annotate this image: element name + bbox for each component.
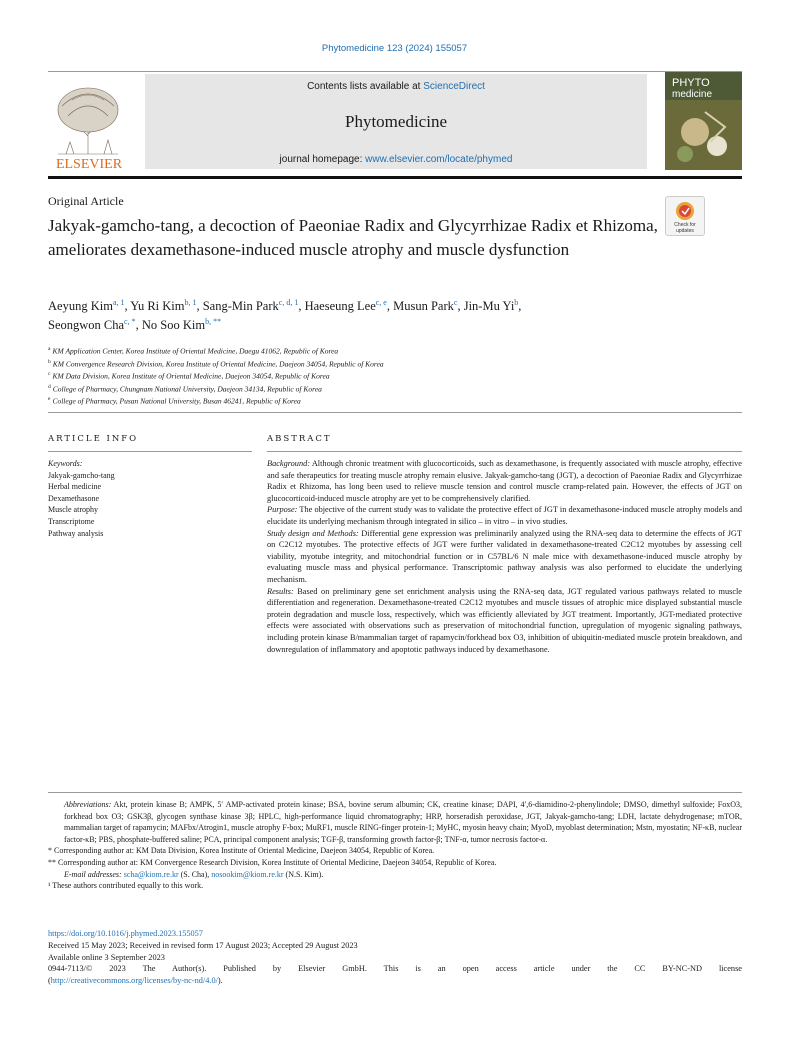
keyword: Pathway analysis — [48, 528, 104, 538]
divider — [48, 412, 742, 413]
keywords-label: Keywords: — [48, 459, 83, 468]
equal-contribution: ¹ These authors contributed equally to this work. — [48, 881, 204, 891]
author[interactable]: Yu Ri Kim$^{b, 1}$ — [130, 297, 197, 313]
journal-cover-image — [665, 72, 742, 170]
doi-link[interactable]: https://doi.org/10.1016/j.phymed.2023.155057 — [48, 929, 203, 938]
article-title: Jakyak-gamcho-tang, a decoction of Paeoniae Radix and Glycyrrhizae Radix et Rhizoma, ameliorates dexamethasone-induced muscle atrophy and muscle dysfunction — [48, 216, 658, 259]
affiliation: $^c$ KM Data Division, Korea Institute of Oriental Medicine, Daejeon 34054, Republic of Korea — [48, 371, 330, 381]
abstract-background: Background: Although chronic treatment with glucocorticoids, such as dexamethasone, is frequently associated with muscle atrophy, effective and safe therapeutics for treating muscle atrophy remain elusive. Jakyak-gamcho-tang (JGT), a decoction of Paeoniae Radix and Glycyrrhizae Radix et Rhizoma, has long been used to relieve muscle tension and control muscle cramp-related pain. However, the effects of JGT on glucocorticoid-induced muscle atrophy are yet to be comprehensively clarified. — [267, 459, 742, 503]
affiliation-list — [48, 344, 384, 407]
article-type: Original Article — [48, 194, 124, 208]
badge-line2: updates — [676, 228, 694, 234]
author[interactable]: Haeseung Lee$^{c, e}$ — [304, 297, 387, 313]
divider — [48, 451, 252, 452]
received-dates: Received 15 May 2023; Received in revised form 17 August 2023; Accepted 29 August 2023 — [48, 940, 358, 950]
keyword: Jakyak-gamcho-tang — [48, 470, 115, 480]
abbreviations: Abbreviations: Akt, protein kinase B; AMPK, 5′ AMP-activated protein kinase; BSA, bovine serum albumin; CK, creatine kinase; DAPI, 4′,6-diamidino-2-phenylindole; DMSO, dimethyl sulfoxide; FoxO3, forkhead box O3; GSK3β, glycogen synthase kinase 3β; HPLC, high-performance liquid chromatography; HRP, horseradish peroxidase, JGT, Jakyak-gamcho-tang; LDH, lactate dehydrogenase; mTOR, mammalian target of rapamycin; MAFbx/Atrogin1, muscle atrophy F-box; MuRF1, muscle RING-finger protein-1; MyHC, myosin heavy chain; MyoD, myoblast determination; Mstn, myostatin; NF-κB, nuclear factor-κB; PBS, phosphate-buffered saline; PCA, principal component analysis; TGF-β, transforming growth factor-β; TNF-α, tumor necrosis factor-α. — [64, 800, 742, 844]
journal-homepage: journal homepage: www.elsevier.com/locate/phymed — [279, 154, 513, 165]
footnotes — [48, 799, 742, 892]
abstract-purpose: Purpose: The objective of the current study was to validate the protective effect of JGT in dexamethasone-induced muscle atrophy models and elucidate its underlying mechanism through integrated in silico – in vitro – in vivo studies. — [267, 505, 742, 526]
check-updates-icon — [666, 197, 704, 235]
license-link[interactable]: http://creativecommons.org/licenses/by-nc-nd/4.0/ — [50, 976, 218, 986]
author[interactable]: Sang-Min Park$^{c, d, 1}$ — [202, 297, 299, 313]
affiliation: $^e$ College of Pharmacy, Pusan National University, Busan 46241, Republic of Korea — [48, 396, 301, 406]
elsevier-wordmark: ELSEVIER — [55, 157, 123, 172]
sciencedirect-link[interactable]: ScienceDirect — [423, 81, 485, 92]
elsevier-logo — [48, 76, 130, 172]
keyword: Herbal medicine — [48, 482, 102, 492]
author[interactable]: Musun Park$^c$ — [393, 297, 458, 313]
keyword: Transcriptome — [48, 516, 95, 526]
divider — [267, 451, 742, 452]
footnote-divider — [48, 792, 742, 793]
email-link[interactable]: nosookim@kiom.re.kr — [211, 869, 284, 879]
license-text: 0944-7113/© 2023 The Author(s). Published by Elsevier GmbH. This is an open access article under the CC BY-NC-ND license — [48, 964, 742, 974]
author[interactable]: Jin-Mu Yi$^b$ — [463, 297, 519, 313]
affiliation: $^b$ KM Convergence Research Division, Korea Institute of Oriental Medicine, Daejeon 34054, Republic of Korea — [48, 358, 384, 368]
abstract-heading: ABSTRACT — [267, 434, 332, 444]
header-divider — [48, 71, 742, 72]
article-info-heading: ARTICLE INFO — [48, 434, 139, 444]
journal-title: Phytomedicine — [345, 112, 447, 131]
keyword: Muscle atrophy — [48, 505, 98, 515]
abstract-results: Results: Based on preliminary gene set enrichment analysis using the RNA-seq data, JGT regulated various pathways related to muscle differentiation and regeneration. Dexamethasone-treated C2C12 myotubes and muscle tissues of atrophic mice displayed substantial muscle protein degradation and muscle loss, respectively, which was efficiently alleviated by JGT treatment. Importantly, JGT-mediated protective effects were associated with observations such as preservation of mitochondrial function, upregulation of myogenic signaling pathways, including protein kinase B/mammalian target of rapamycin/forkhead box O3, inhibition of ubiquitin-mediated muscle protein breakdown, and downregulation of inflammatory and apoptotic pathways induced by dexamethasone. — [267, 586, 742, 654]
badge-line1: Check for — [674, 222, 696, 228]
corresponding-author-1: * Corresponding author at: KM Data Division, Korea Institute of Oriental Medicine, Daejeon 34054, Republic of Korea. — [48, 846, 435, 856]
check-for-updates-button[interactable] — [665, 196, 705, 236]
header-thick-divider — [48, 176, 742, 179]
email-link[interactable]: scha@kiom.re.kr — [123, 869, 179, 879]
available-online: Available online 3 September 2023 — [48, 952, 165, 962]
journal-citation[interactable]: Phytomedicine 123 (2024) 155057 — [321, 43, 468, 54]
keywords-section — [48, 458, 115, 539]
publication-info: https://doi.org/10.1016/j.phymed.2023.155057 Received 15 May 2023; Received in revised form 17 August 2023; Accepted 29 August 2023 Available online 3 September 2023 0944-7113/© 2023 The Author(s). Published by Elsevier GmbH. This is an open access article under the CC BY-NC-ND license (http://creativecommons.org/licenses/by-nc-nd/4.0/). — [48, 929, 742, 986]
author[interactable]: Aeyung Kim$^{a, 1}$ — [48, 297, 125, 313]
email-addresses: E-mail addresses: scha@kiom.re.kr (S. Cha), nosookim@kiom.re.kr (N.S. Kim). — [64, 869, 324, 879]
homepage-link[interactable]: www.elsevier.com/locate/phymed — [365, 154, 513, 165]
author[interactable]: Seongwon Cha$^{c, *}$ — [48, 316, 136, 332]
abstract-design: Study design and Methods: Differential gene expression was preliminarily analyzed using the RNA-seq data to determine the effects of JGT on C2C12 myotubes. The protective effects of JGT were further validated in dexamethasone-treated C2C12 myotubes by assessing cell viability, myotube integrity, and mitochondrial function or in C57BL/6 N male mice with dexamethasone-induced muscle atrophy by evaluating muscle mass and physical performance. Transcriptomic pathway analysis was also performed to elucidate the underlying mechanism. — [267, 528, 742, 584]
author[interactable]: No Soo Kim$^{b, **}$ — [141, 316, 222, 332]
cover-title-phyto: PHYTO — [672, 77, 710, 89]
cover-title-medicine: medicine — [672, 89, 713, 100]
elsevier-tree-icon — [48, 76, 130, 172]
affiliation: $^a$ KM Application Center, Korea Institute of Oriental Medicine, Daegu 41062, Republic of Korea — [48, 346, 339, 356]
corresponding-author-2: ** Corresponding author at: KM Convergence Research Division, Korea Institute of Oriental Medicine, Daejeon 34054, Republic of Korea. — [48, 857, 497, 867]
contents-lists: Contents lists available at ScienceDirect — [307, 81, 485, 92]
affiliation: $^d$ College of Pharmacy, Chungnam National University, Daejeon 34134, Republic of Korea — [48, 383, 322, 393]
abstract-text — [267, 458, 742, 655]
author-list: Aeyung Kim$^{a, 1}$, Yu Ri Kim$^{b, 1}$, Sang-Min Park$^{c, d, 1}$, Haeseung Lee$^{c, e}$, Musun Park$^c$, Jin-Mu Yi$^b$, Seongwon Cha$^{c, *}$, No Soo Kim$^{b, **}$ — [48, 297, 522, 332]
keyword: Dexamethasone — [48, 493, 100, 503]
